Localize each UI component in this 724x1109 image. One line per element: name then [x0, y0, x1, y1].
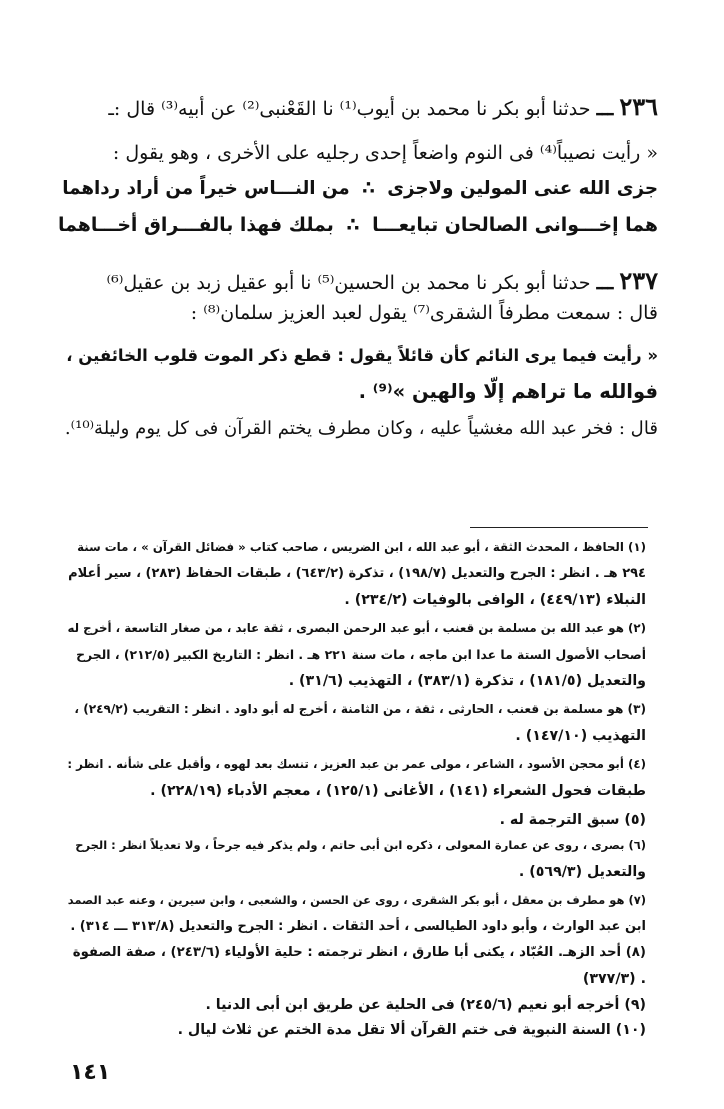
- isnad-text: حدثنا أبو بكر نا محمد بن الحسين⁽⁵⁾ نا أبو عقيل زبد بن عقيل⁽⁶⁾: [106, 272, 591, 294]
- footnote-separator: [470, 527, 648, 528]
- entry-number: ٢٣٧: [619, 266, 658, 295]
- footnote-text: (١٠) السنة النبوية فى ختم القرآن ألا تقل مدة الختم عن ثلاث ليال .: [177, 1022, 646, 1038]
- footnote-text: (٨) أحد الزهـ. العُبّاد ، يكنى أبا طارق ، انظر ترجمته : حلية الأولياء (٢٤٣/٦) ، صفة الصفوة: [72, 945, 646, 960]
- footnote-line: [66, 783, 646, 799]
- footnote-line: [66, 1022, 646, 1038]
- footnote-text: طبقات فحول الشعراء (١٤١) ، الأغانى (١٢٥/١) ، معجم الأدباء (٢٢٨/١٩) .: [150, 783, 646, 799]
- footnote-line: [66, 621, 646, 635]
- entry-237-dream-line-1: [58, 346, 658, 365]
- footnote-line: [66, 757, 646, 771]
- footnote-line: [66, 566, 646, 581]
- footnote-text: (٣٧٧/٣) .: [582, 971, 646, 987]
- footnote-text: ابن عبد الوارث ، وأبو داود الطيالسى ، أحد الثقات . انظر : الجرح والتعديل (٣١٣/٨ ـــ ٣١٤) .: [70, 919, 646, 934]
- footnote-line: [66, 540, 646, 554]
- verse-1-first-hemistich: جزى الله عنى المولين ولاجزى: [387, 178, 658, 199]
- footnote-line: [66, 812, 646, 828]
- footnote-text: (٩) أخرجه أبو نعيم (٢٤٥/٦) فى الحلية عن طريق ابن أبى الدنيا .: [205, 997, 646, 1013]
- closing-text: قال : فخر عبد الله مغشياً عليه ، وكان مطرف يختم القرآن فى كل يوم وليلة⁽¹⁰⁾.: [64, 418, 658, 439]
- dream-text: فوالله ما تراهم إلّا والهين »⁽⁹⁾ .: [358, 380, 658, 403]
- footnote-line: [66, 919, 646, 934]
- entry-236-narration-line: [58, 142, 658, 164]
- entry-237-heading-line: [58, 266, 658, 295]
- footnote-line: [66, 864, 646, 880]
- footnote-line: [66, 945, 646, 960]
- footnote-text: التهذيب (١٤٧/١٠) .: [515, 728, 646, 744]
- footnote-text: النبلاء (٤٤٩/١٣) ، الوافى بالوفيات (٢٣٤/٢) .: [344, 592, 646, 608]
- footnote-line: [66, 971, 646, 987]
- dream-text: « رأيت فيما يرى النائم كأن قائلاً يقول : قطع ذكر الموت قلوب الخائفين ،: [66, 346, 658, 365]
- verse-line-1: [58, 178, 658, 199]
- narration-text: « رأيت نصيباً⁽⁴⁾ فى النوم واضعاً إحدى رجليه على الأخرى ، وهو يقول :: [112, 142, 658, 164]
- footnote-text: (٦) بصرى ، روى عن عمارة المعولى ، ذكره ابن أبى حاتم ، ولم يذكر فيه جرحاً ، ولا تعديلاً انظر : الجرح: [75, 838, 646, 852]
- footnote-line: [66, 893, 646, 907]
- footnote-text: (١) الحافظ ، المحدث الثقة ، أبو عبد الله ، ابن الضريس ، صاحب كتاب « فضائل القرآن » ، مات سنة: [77, 540, 646, 554]
- verse-line-2: [58, 214, 658, 236]
- entry-237-dream-line-2: [58, 380, 658, 403]
- footnote-text: والتعديل (١٨١/٥) ، تذكرة (٣٨٣/١) ، التهذيب (٣١/٦) .: [288, 673, 646, 689]
- entry-number: ٢٣٦: [619, 92, 658, 121]
- footnote-text: والتعديل (٥٦٩/٣) .: [518, 864, 646, 880]
- footnote-line: [66, 997, 646, 1013]
- footnote-line: [66, 702, 646, 716]
- verse-separator: ∴: [362, 178, 375, 199]
- footnote-text: (٧) هو مطرف بن معقل ، أبو بكر الشقرى ، روى عن الحسن ، والشعبى ، وابن سيرين ، وعنه عبد الصمد: [67, 893, 646, 907]
- footnote-line: [66, 592, 646, 608]
- footnote-text: ٢٩٤ هـ . انظر : الجرح والتعديل (١٩٨/٧) ، تذكرة (٦٤٣/٢) ، طبقات الحفاظ (٢٨٣) ، سير أعلام: [68, 566, 646, 581]
- entry-dash: ـــ: [596, 98, 614, 120]
- footnote-text: (٤) أبو محجن الأسود ، الشاعر ، مولى عمر بن عبد العزيز ، تنسك بعد لهوه ، وأقبل على شأنه . انظر :: [67, 757, 646, 771]
- entry-237-closing-line: [58, 418, 658, 439]
- entry-dash: ـــ: [596, 272, 614, 294]
- footnote-line: [66, 647, 646, 662]
- footnote-line: [66, 838, 646, 852]
- isnad-text: قال : سمعت مطرفاً الشقرى⁽⁷⁾ يقول لعبد العزيز سلمان⁽⁸⁾ :: [190, 302, 658, 324]
- entry-237-isnad-line-2: [58, 302, 658, 324]
- footnote-text: (٣) هو مسلمة بن قعنب ، الحارثى ، ثقة ، من الثامنة ، أخرج له أبو داود . انظر : التقريب (٢٤٩/٢) ،: [74, 702, 646, 716]
- isnad-text: حدثنا أبو بكر نا محمد بن أيوب⁽¹⁾ نا القَعْنبى⁽²⁾ عن أبيه⁽³⁾ قال :ـ: [108, 98, 591, 120]
- verse-2-first-hemistich: هما إخـــوانى الصالحان تبايعـــا: [372, 214, 658, 236]
- verse-1-second-hemistich: من النـــاس خيراً من أراد رداهما: [62, 178, 350, 199]
- page-number: ١٤١: [70, 1060, 111, 1085]
- footnote-text: (٥) سبق الترجمة له .: [499, 812, 646, 828]
- footnote-text: أصحاب الأصول الستة ما عدا ابن ماجه ، مات سنة ٢٢١ هـ . انظر : التاريخ الكبير (٢١٢/٥) ، الجرح: [76, 647, 646, 662]
- footnote-text: (٢) هو عبد الله بن مسلمة بن قعنب ، أبو عبد الرحمن البصرى ، ثقة عابد ، من صغار التاسعة ، أخرج له: [67, 621, 646, 635]
- verse-2-second-hemistich: بملك فهذا بالفـــراق أخـــاهما: [58, 214, 334, 236]
- footnote-line: [66, 673, 646, 689]
- entry-236-heading-line: [58, 92, 658, 121]
- verse-separator: ∴: [346, 214, 360, 236]
- footnote-line: [66, 728, 646, 744]
